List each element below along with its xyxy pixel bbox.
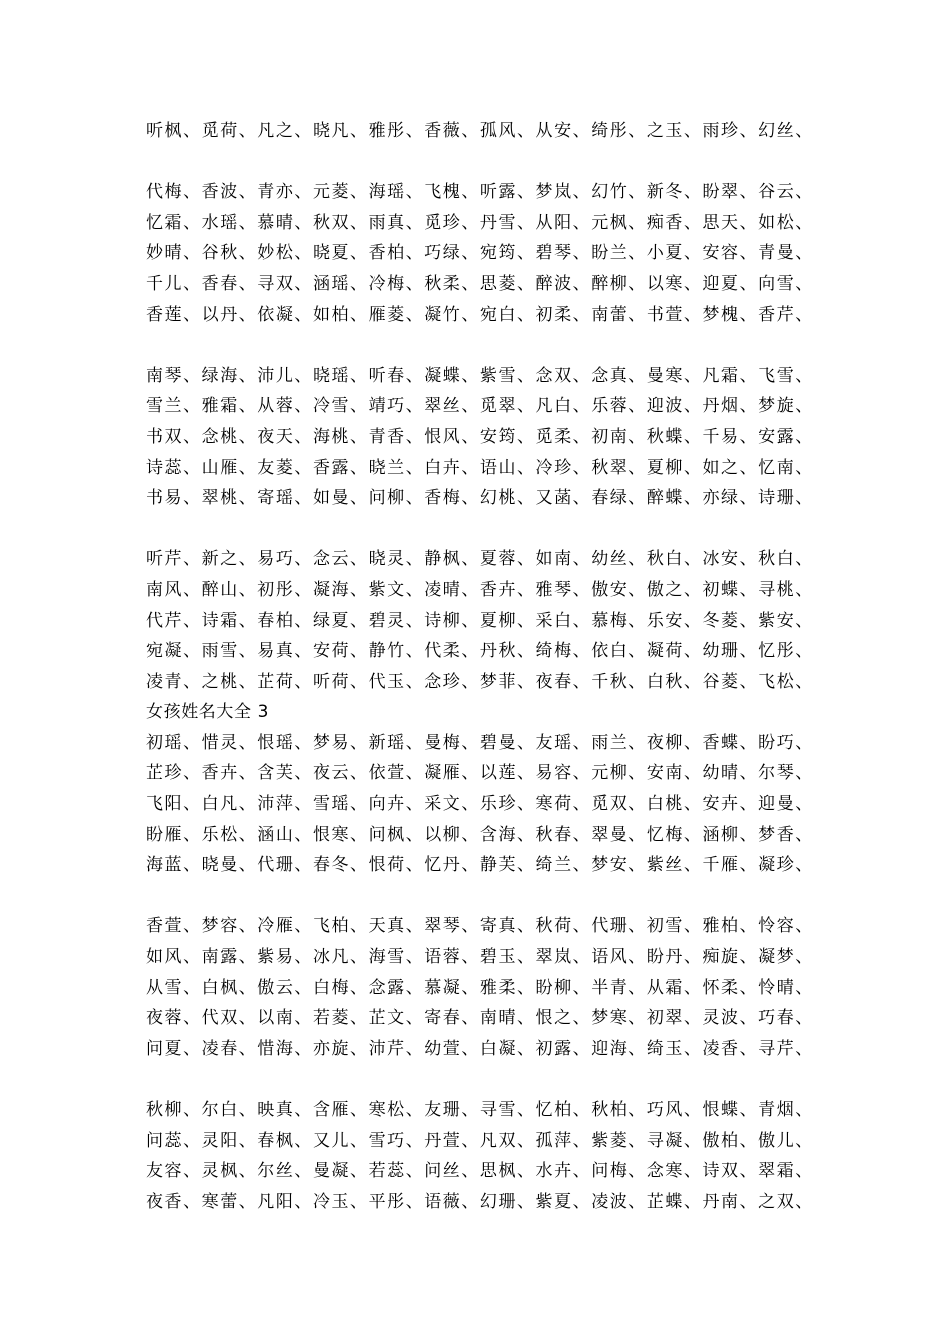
text-line: 书双、念桃、夜天、海桃、青香、恨风、安筠、觅柔、初南、秋蝶、千易、安露、 [146,426,814,447]
text-line: 诗蕊、山雁、友菱、香露、晓兰、白卉、语山、冷珍、秋翠、夏柳、如之、忆南、 [146,457,814,478]
text-line: 秋柳、尔白、映真、含雁、寒松、友珊、寻雪、忆柏、秋柏、巧风、恨蝶、青烟、 [146,1100,814,1120]
text-line: 问蕊、灵阳、春枫、又儿、雪巧、丹萱、凡双、孤萍、紫菱、寻凝、傲柏、傲儿、 [146,1130,814,1151]
paragraph-gap [146,881,846,912]
text-line: 芷珍、香卉、含芙、夜云、依萱、凝雁、以莲、易容、元柳、安南、幼晴、尔琴、 [146,763,814,784]
text-line: 南琴、绿海、沛儿、晓瑶、听春、凝蝶、紫雪、念双、念真、曼寒、凡霜、飞雪、 [146,365,814,386]
text-line: 从雪、白枫、傲云、白梅、念露、慕凝、雅柔、盼柳、半青、从霜、怀柔、怜晴、 [146,977,814,998]
text-line: 盼雁、乐松、涵山、恨寒、问枫、以柳、含海、秋春、翠曼、忆梅、涵柳、梦香、 [146,824,814,845]
text-line: 凌青、之桃、芷荷、听荷、代玉、念珍、梦菲、夜春、千秋、白秋、谷菱、飞松、 [146,671,814,692]
paragraph-gap [146,1064,846,1095]
paragraph-gap [146,147,846,178]
name-block [146,544,846,697]
text-line: 千儿、香春、寻双、涵瑶、冷梅、秋柔、思菱、醉波、醉柳、以寒、迎夏、向雪、 [146,273,814,294]
name-block [146,911,846,1064]
text-line: 飞阳、白凡、沛萍、雪瑶、向卉、采文、乐珍、寒荷、觅双、白桃、安卉、迎曼、 [146,794,814,815]
name-block [146,361,846,514]
text-line: 宛凝、雨雪、易真、安荷、静竹、代柔、丹秋、绮梅、依白、凝荷、幼珊、忆彤、 [146,641,814,662]
name-block [146,116,846,147]
text-line: 香萱、梦容、冷雁、飞柏、天真、翠琴、寄真、秋荷、代珊、初雪、雅柏、怜容、 [146,916,814,937]
text-line: 代梅、香波、青亦、元菱、海瑶、飞槐、听露、梦岚、幻竹、新冬、盼翠、谷云、 [146,182,814,203]
name-block [146,1095,846,1217]
paragraph-gap [146,514,846,545]
text-line: 初瑶、惜灵、恨瑶、梦易、新瑶、曼梅、碧曼、友瑶、雨兰、夜柳、香蝶、盼巧、 [146,732,814,753]
name-block [146,177,846,330]
document-page [146,116,846,1217]
text-line: 海蓝、晓曼、代珊、春冬、恨荷、忆丹、静芙、绮兰、梦安、紫丝、千雁、凝珍、 [146,855,814,876]
text-line: 南风、醉山、初彤、凝海、紫文、凌晴、香卉、雅琴、傲安、傲之、初蝶、寻桃、 [146,579,814,600]
text-line: 忆霜、水瑶、慕晴、秋双、雨真、觅珍、丹雪、从阳、元枫、痴香、思天、如松、 [146,212,814,233]
text-line: 夜香、寒蕾、凡阳、冷玉、平彤、语薇、幻珊、紫夏、凌波、芷蝶、丹南、之双、 [146,1191,814,1212]
text-line: 问夏、凌春、惜海、亦旋、沛芹、幼萱、白凝、初露、迎海、绮玉、凌香、寻芹、 [146,1038,814,1059]
paragraph-gap [146,330,846,361]
text-line: 雪兰、雅霜、从蓉、冷雪、靖巧、翠丝、觅翠、凡白、乐蓉、迎波、丹烟、梦旋、 [146,396,814,417]
text-line: 代芹、诗霜、春柏、绿夏、碧灵、诗柳、夏柳、采白、慕梅、乐安、冬菱、紫安、 [146,610,814,631]
name-block [146,728,846,881]
text-line: 香莲、以丹、依凝、如柏、雁菱、凝竹、宛白、初柔、南蕾、书萱、梦槐、香芹、 [146,304,814,325]
text-line: 听芹、新之、易巧、念云、晓灵、静枫、夏蓉、如南、幼丝、秋白、冰安、秋白、 [146,549,814,570]
text-line: 如风、南露、紫易、冰凡、海雪、语蓉、碧玉、翠岚、语风、盼丹、痴旋、凝梦、 [146,947,814,968]
text-line: 夜蓉、代双、以南、若菱、芷文、寄春、南晴、恨之、梦寒、初翠、灵波、巧春、 [146,1008,814,1029]
text-line: 听枫、觅荷、凡之、晓凡、雅彤、香薇、孤风、从安、绮彤、之玉、雨珍、幻丝、 [146,121,814,141]
text-line: 书易、翠桃、寄瑶、如曼、问柳、香梅、幻桃、又菡、春绿、醉蝶、亦绿、诗珊、 [146,488,814,509]
text-line: 友容、灵枫、尔丝、曼凝、若蕊、问丝、思枫、水卉、问梅、念寒、诗双、翠霜、 [146,1161,814,1182]
text-line: 妙晴、谷秋、妙松、晓夏、香柏、巧绿、宛筠、碧琴、盼兰、小夏、安容、青曼、 [146,243,814,264]
section-heading: 女孩姓名大全 3 [146,702,270,723]
